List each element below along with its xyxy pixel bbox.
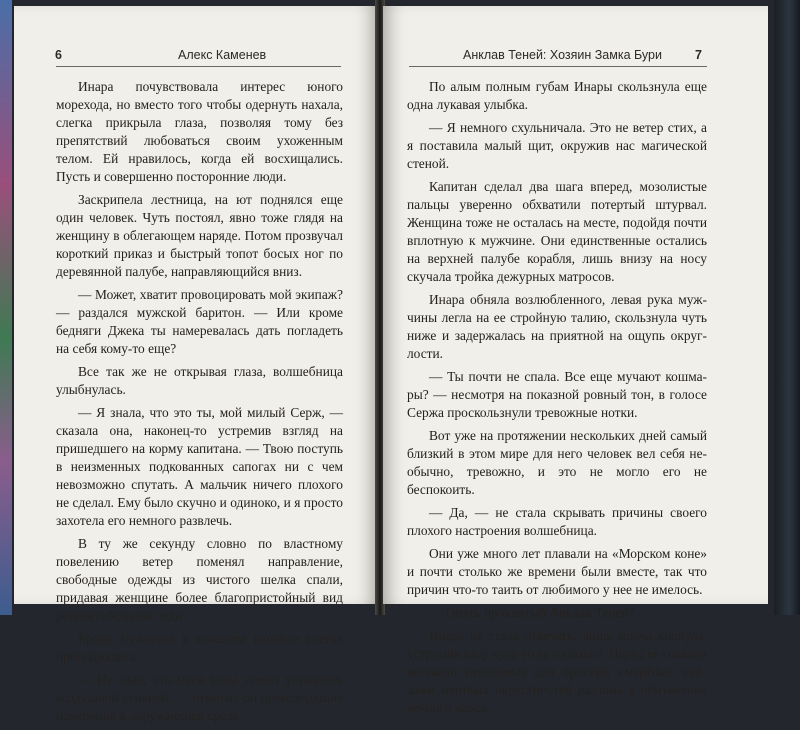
header-rule bbox=[56, 66, 341, 67]
paragraph: Заскрипела лестница, на ют поднялся еще один человек. Чуть постоял, явно тоже глядя на женщину в облегающем наряде. Потом прозвучал короткий приказ и быстрый топот босых ног по деревянной палубе, направляющийся вниз. bbox=[56, 192, 343, 279]
paragraph: Все так же не открывая глаза, волшебница улыбнулась. bbox=[56, 364, 343, 397]
header-rule bbox=[409, 66, 707, 67]
left-page bbox=[14, 6, 377, 723]
body-text bbox=[56, 78, 343, 730]
paragraph: Инара не стала отвечать, лишь молча кивнула, устремив взор куда-то за горизонт. Перед ее глазами вставали неведомые для простых смертных пейзажи мертвых окрестностей разлома в обитающие вечного хаоса. bbox=[407, 628, 707, 715]
paragraph: Инара обняла возлюбленного, левая рука мужчины легла на ее стройную талию, скользнула чуть ниже и задержалась на приятной на ощупь округлости. bbox=[407, 292, 707, 361]
paragraph: Вот уже на протяжении нескольких дней самый близкий в этом мире для него человек вел себя необычно, тревожно, и это не могло его не беспокоить. bbox=[407, 428, 707, 497]
body-text bbox=[407, 78, 707, 722]
paragraph: В ту же секунду словно по властному повелению ветер поменял направление, свободные одежды из чистого шелка спали, придавая женщине более благопристойный вид респектабельной леди. bbox=[56, 536, 343, 623]
paragraph: Капитан сделал два шага вперед, мозолистые пальцы уверенно обхватили потертый штурвал. Женщина тоже не осталась на месте, подойдя почти вплотную к мужчине. Они единственные остались на верхней палубе корабля, лишь внизу на носу скучала тройка дежурных матросов. bbox=[407, 179, 707, 284]
paragraph: — Да, — не стала скрывать причины своего плохого настроения волшебница. bbox=[407, 505, 707, 538]
paragraph: Инара почувствовала интерес юного морехода, но вместо того чтобы одернуть нахала, слегка прикрыла глаза, позволяя тому без препятствий любоваться своим ухоженным телом. Ей нравилось, когда ей восхищались. Пусть и совершенно посторонние люди. bbox=[56, 79, 343, 184]
paragraph: — Может, хватит провоцировать мой экипаж? — раздался мужской баритон. — Или кроме бедняги Джека ты намеревалась дать погладеть на себя кому-то еще? bbox=[56, 287, 343, 356]
book-cover-edge-right bbox=[774, 0, 800, 615]
right-page bbox=[383, 6, 768, 715]
paragraph: Они уже много лет плавали на «Морском коне» и почти столько же времени были вместе, так что причин что-то таить от любимого у нее не имелось. bbox=[407, 546, 707, 597]
book-cover-edge-left bbox=[0, 0, 12, 615]
paragraph: — Я немного схульничала. Это не ветер стих, а я поставила малый щит, окружив нас магической стеной. bbox=[407, 120, 707, 171]
paragraph: — Ты почти не спала. Все еще мучают кошмары? — несмотря на показной ровный тон, в голосе Сержа проскользнули тревожные нотки. bbox=[407, 369, 707, 420]
paragraph: — Опять проклятый Анклав Теней? bbox=[429, 605, 635, 620]
page-number: 6 bbox=[55, 48, 62, 62]
paragraph: — Не знал, что маги воды умеют управлять воздушной стихией, — отметил он происходящие изменения в окружающей среде. bbox=[56, 672, 343, 723]
page-number: 7 bbox=[695, 48, 702, 62]
paragraph: — Я знала, что это ты, мой милый Серж, — сказала она, наконец-то устремив взгляд на пришедшего на корму капитана. — Твою поступь в неизменных подкованных сапогах ни с чем невозможно спутать. А мальчик ничего плохого не сделал. Ему было скучно и одиноко, и я просто захотела его немного развлечь. bbox=[56, 405, 343, 528]
running-head-title: Анклав Теней: Хозяин Замка Бури bbox=[463, 48, 662, 62]
paragraph: По алым полным губам Инары скользнула еще одна лукавая улыбка. bbox=[407, 79, 707, 112]
paragraph: Брови мужчины в кожаном камзоле слегка приподнялись. bbox=[56, 631, 343, 664]
running-head-author: Алекс Каменев bbox=[178, 48, 267, 62]
